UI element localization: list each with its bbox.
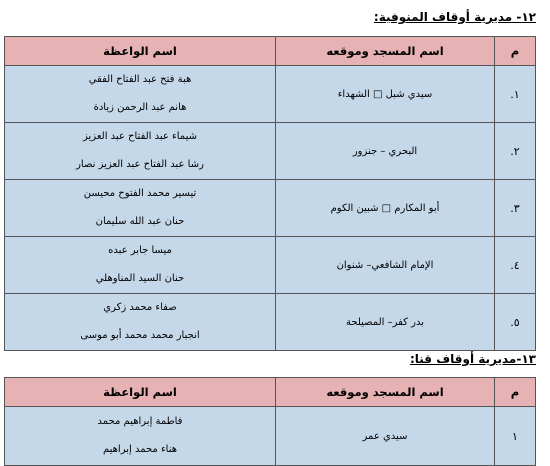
column-header-mosque: اسم المسجد وموقعه [276,378,495,407]
section-heading-menoufia: ١٢- مديرية أوقاف المنوفية: [373,10,536,24]
row-number: ٣. [495,180,536,237]
row-number: ١. [495,66,536,123]
table-row [5,66,536,123]
row-number: ٢. [495,123,536,180]
preacher-name: هانم عبد الرحمن زيادة [93,102,187,113]
mosque-cell: البحري – جنزور [276,123,495,180]
column-header-mosque: اسم المسجد وموقعه [276,37,495,66]
column-header-preacher: اسم الواعظة [5,37,276,66]
preacher-name: حنان السيد المناوهلي [95,273,185,284]
preacher-name: شيماء عبد الفتاح عبد العزيز [83,131,197,142]
preachers-table-qena [4,377,536,466]
preachers-cell [5,294,276,351]
table-header-row [5,378,536,407]
table-row [5,407,536,466]
preachers-cell [5,180,276,237]
table-header-row [5,37,536,66]
preachers-cell [5,123,276,180]
preachers-table-menoufia [4,36,536,351]
preachers-cell [5,66,276,123]
preachers-cell [5,237,276,294]
preacher-name: هناء محمد إبراهيم [102,444,178,455]
table-row [5,123,536,180]
preacher-name: رشا عبد الفتاح عبد العزيز نصار [76,159,204,170]
row-number: ٤. [495,237,536,294]
preacher-name: تيسير محمد الفتوح محيسن [83,188,197,199]
column-header-number: م [495,37,536,66]
table-row [5,180,536,237]
section-heading-qena: ١٣-مديرية أوقاف قنا: [409,352,536,366]
table-row [5,294,536,351]
row-number: ٥. [495,294,536,351]
row-number: ١ [495,407,536,466]
preacher-name: هبة فتح عبد الفتاح الفقي [88,74,192,85]
preacher-name: حنان عبد الله سليمان [95,216,185,227]
preacher-name: ميسا جابر عبده [108,245,172,256]
column-header-number: م [495,378,536,407]
mosque-cell: سيدي شبل □ الشهداء [276,66,495,123]
preacher-name: صفاء محمد زكري [103,302,177,313]
preachers-cell [5,407,276,466]
mosque-cell: سيدي عمر [276,407,495,466]
preacher-name: انجبار محمد محمد أبو موسى [80,330,200,341]
table-row [5,237,536,294]
preacher-name: فاطمة إبراهيم محمد [97,416,183,427]
mosque-cell: الإمام الشافعي– شنوان [276,237,495,294]
mosque-cell: بدر كفر– المصيلحة [276,294,495,351]
column-header-preacher: اسم الواعظة [5,378,276,407]
mosque-cell: أبو المكارم □ شبين الكوم [276,180,495,237]
